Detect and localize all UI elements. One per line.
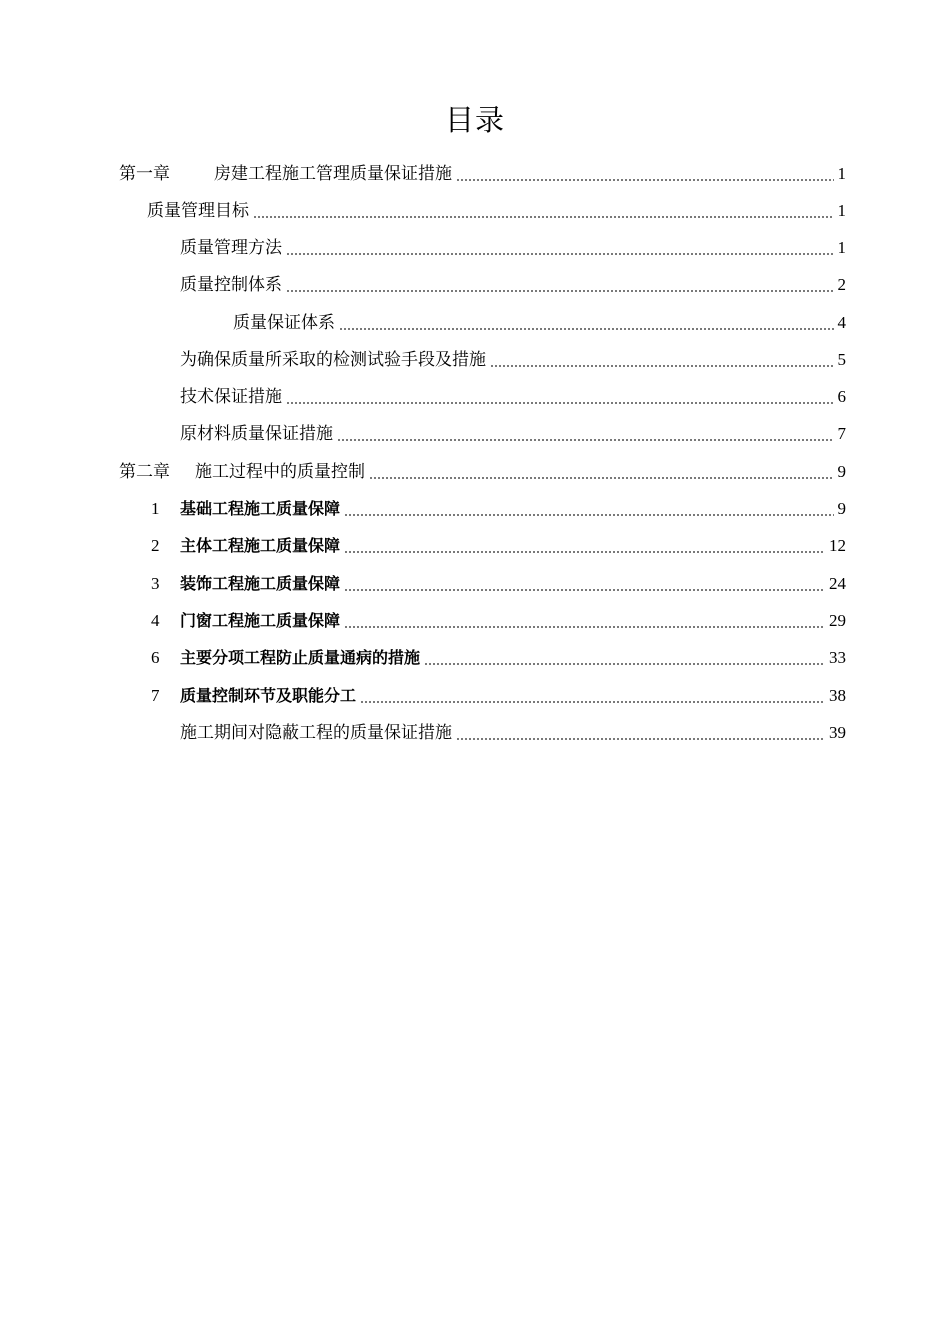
toc-dot-leader <box>286 387 834 407</box>
toc-entry-page: 5 <box>837 349 846 369</box>
toc-entry-number: 3 <box>151 573 160 593</box>
toc-entry-label: 为确保质量所采取的检测试验手段及措施 <box>180 349 486 370</box>
toc-entry-quality-assurance-system[interactable] <box>233 304 846 341</box>
toc-entry-quality-goal[interactable] <box>147 192 846 229</box>
toc-entry-label: 质量管理方法 <box>180 237 282 258</box>
toc-title: 目录 <box>444 103 505 137</box>
toc-entry-page: 29 <box>829 610 846 630</box>
toc-entry-label: 门窗工程施工质量保障 <box>180 610 341 630</box>
toc-dot-leader <box>360 686 825 706</box>
toc-entry-label: 质量管理目标 <box>147 200 249 221</box>
toc-entry-page: 1 <box>837 237 846 257</box>
toc-entry-section-6[interactable] <box>151 639 846 676</box>
toc-dot-leader <box>286 238 834 258</box>
toc-entry-label: 基础工程施工质量保障 <box>180 498 341 518</box>
toc-entry-section-4[interactable] <box>151 602 846 639</box>
toc-dot-leader <box>337 424 834 444</box>
toc-entry-section-2[interactable] <box>151 527 846 564</box>
toc-entry-page: 4 <box>837 312 846 332</box>
toc-dot-leader <box>344 574 825 594</box>
toc-entry-number: 7 <box>151 685 160 705</box>
toc-entry-page: 2 <box>837 274 846 294</box>
toc-entry-page: 33 <box>829 647 846 667</box>
toc-dot-leader <box>369 462 834 482</box>
toc-entry-hidden-works[interactable] <box>180 714 846 751</box>
toc-entry-page: 6 <box>837 386 846 406</box>
toc-entry-label: 主体工程施工质量保障 <box>180 535 341 555</box>
toc-entry-label: 技术保证措施 <box>180 386 282 407</box>
toc-entry-page: 9 <box>837 498 846 518</box>
toc-entry-technical-measures[interactable] <box>180 378 846 415</box>
toc-entry-number: 第二章 <box>119 461 170 482</box>
toc-entry-page: 24 <box>829 573 846 593</box>
toc-dot-leader <box>286 275 834 295</box>
toc-entry-page: 1 <box>837 200 846 220</box>
toc-entry-page: 1 <box>837 163 846 183</box>
toc-dot-leader <box>456 164 834 184</box>
toc-entry-section-1[interactable] <box>151 490 846 527</box>
toc-entry-label: 施工过程中的质量控制 <box>195 461 365 482</box>
toc-dot-leader <box>253 201 834 221</box>
toc-entry-chapter-2[interactable] <box>119 453 846 490</box>
toc-dot-leader <box>339 313 834 333</box>
toc-entry-label: 施工期间对隐蔽工程的质量保证措施 <box>180 722 452 743</box>
toc-dot-leader <box>490 350 834 370</box>
toc-entry-page: 7 <box>837 423 846 443</box>
toc-entry-raw-material-measures[interactable] <box>180 415 846 452</box>
toc-entry-testing-measures[interactable] <box>180 341 846 378</box>
toc-entry-label: 质量控制体系 <box>180 274 282 295</box>
toc-entry-quality-method[interactable] <box>180 229 846 266</box>
toc-entry-label: 原材料质量保证措施 <box>180 423 333 444</box>
toc-entry-page: 39 <box>829 722 846 742</box>
toc-entry-label: 质量保证体系 <box>233 312 335 333</box>
toc-entry-label: 房建工程施工管理质量保证措施 <box>214 163 452 184</box>
toc-entry-section-7[interactable] <box>151 677 846 714</box>
toc-dot-leader <box>344 611 825 631</box>
toc-entry-chapter-1[interactable] <box>119 155 846 192</box>
toc-dot-leader <box>344 499 833 519</box>
toc-entry-label: 主要分项工程防止质量通病的措施 <box>180 647 421 667</box>
toc-dot-leader <box>344 536 825 556</box>
toc-entry-number: 4 <box>151 610 160 630</box>
toc-entry-page: 12 <box>829 535 846 555</box>
toc-entry-number: 6 <box>151 647 160 667</box>
toc-dot-leader <box>456 723 825 743</box>
toc-entry-number: 2 <box>151 535 160 555</box>
toc-entry-section-3[interactable] <box>151 565 846 602</box>
toc-entry-quality-control-system[interactable] <box>180 266 846 303</box>
toc-entry-page: 38 <box>829 685 846 705</box>
toc-dot-leader <box>424 648 825 668</box>
toc-entry-number: 1 <box>151 498 160 518</box>
toc-entry-number: 第一章 <box>119 163 170 184</box>
toc-entry-page: 9 <box>837 461 846 481</box>
toc-entry-label: 装饰工程施工质量保障 <box>180 573 341 593</box>
toc-entry-label: 质量控制环节及职能分工 <box>180 685 357 705</box>
